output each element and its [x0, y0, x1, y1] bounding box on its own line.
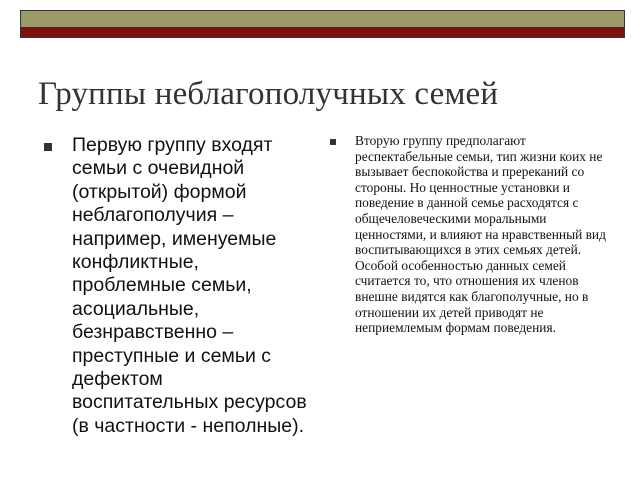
header-red-bar — [20, 27, 615, 38]
right-paragraph: Вторую группу предполагают респектабельные семьи, тип жизни коих не вызывает беспокойства и пререканий со стороны. Но ценностные установки и поведение в данной семье расходятся с общечеловеческими моральными ценностями, и влияют на нравственный вид воспитывающихся в этих семьях детей. Особой особенностью данных семей считается то, что отношения их членов внешне видятся как благополучные, но в отношении их детей приводят не неприемлемым формам поведения. — [355, 133, 606, 336]
left-column — [44, 134, 312, 438]
slide-title: Группы неблагополучных семей — [38, 76, 499, 112]
right-column — [330, 133, 612, 336]
header-red-bar-cap — [611, 27, 625, 38]
square-bullet-icon — [44, 143, 52, 151]
square-bullet-icon — [330, 139, 336, 145]
left-paragraph: Первую группу входят семьи с очевидной (открытой) формой неблагополучия – например, именуемые конфликтные, проблемные семьи, асоциальные, безнравственно – преступные и семьи с дефектом воспитательных ресурсов (в частности - неполные). — [72, 134, 307, 437]
